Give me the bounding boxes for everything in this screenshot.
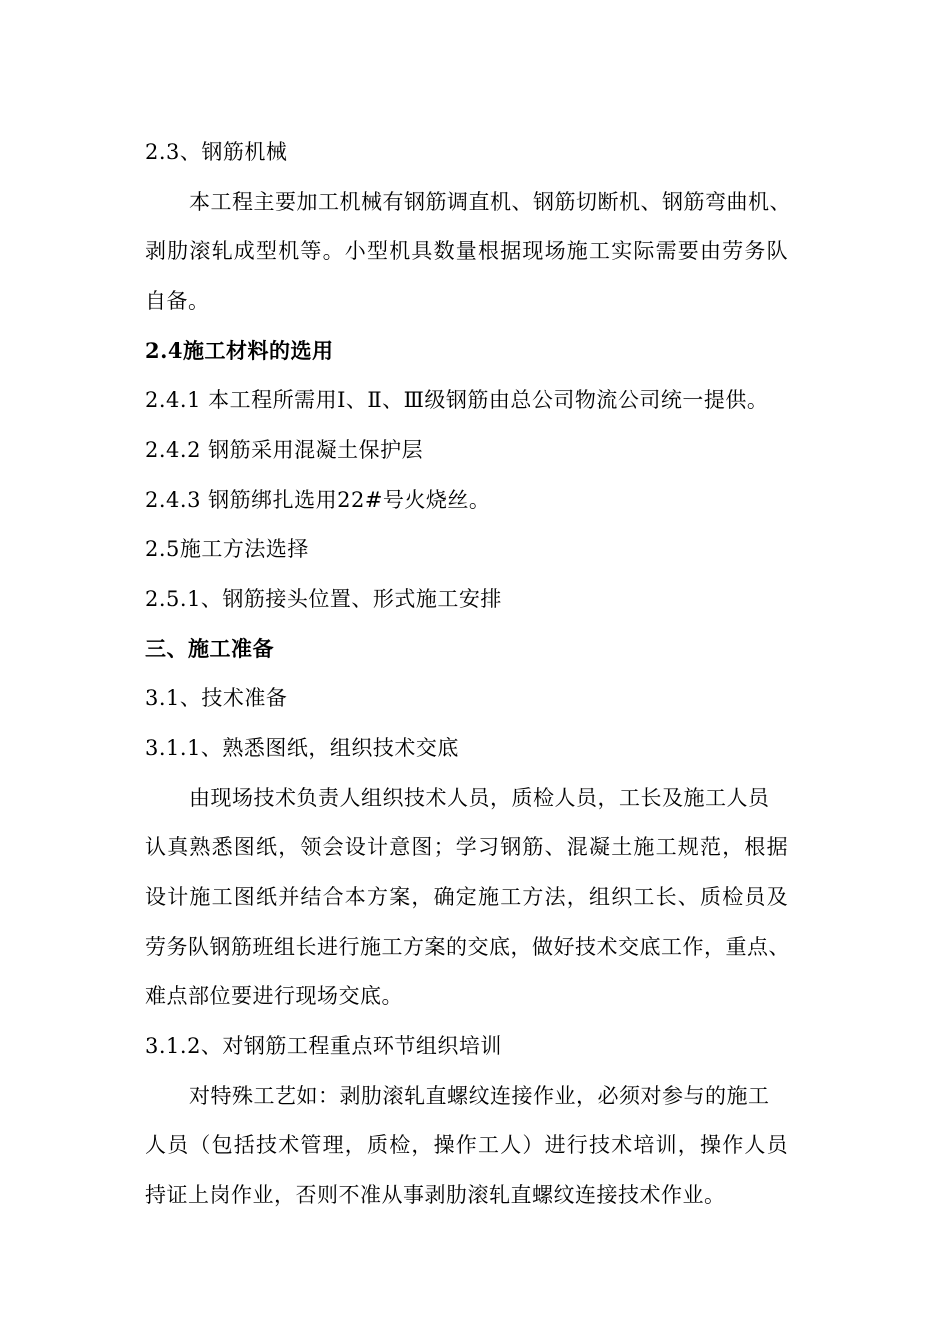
paragraph-line: 本工程主要加工机械有钢筋调直机、钢筋切断机、钢筋弯曲机、 (189, 190, 791, 214)
paragraph-line: 持证上岗作业，否则不准从事剥肋滚轧直螺纹连接技术作业。 (145, 1183, 726, 1207)
paragraph-line: 人员（包括技术管理，质检，操作工人）进行技术培训，操作人员 (145, 1133, 789, 1157)
paragraph-line: 自备。 (145, 289, 210, 313)
paragraph-line: 难点部位要进行现场交底。 (145, 984, 403, 1008)
item-2-4-1: 2.4.1 本工程所需用Ⅰ、Ⅱ、Ⅲ级钢筋由总公司物流公司统一提供。 (145, 388, 769, 412)
section-title-3: 三、施工准备 (145, 636, 274, 661)
heading-2-4: 2.4施工材料的选用 (145, 338, 334, 363)
paragraph-line: 对特殊工艺如：剥肋滚轧直螺纹连接作业，必须对参与的施工 (189, 1084, 770, 1108)
item-3-1-2: 3.1.2、对钢筋工程重点环节组织培训 (145, 1034, 502, 1058)
item-2-4-3: 2.4.3 钢筋绑扎选用22#号火烧丝。 (145, 488, 491, 512)
heading-3-1: 3.1、技术准备 (145, 686, 288, 710)
item-2-4-2: 2.4.2 钢筋采用混凝土保护层 (145, 438, 424, 462)
heading-2-3: 2.3、钢筋机械 (145, 140, 288, 164)
item-3-1-1: 3.1.1、熟悉图纸，组织技术交底 (145, 736, 459, 760)
item-2-5-1: 2.5.1、钢筋接头位置、形式施工安排 (145, 587, 502, 611)
paragraph-line: 剥肋滚轧成型机等。小型机具数量根据现场施工实际需要由劳务队 (145, 239, 789, 263)
paragraph-line: 由现场技术负责人组织技术人员，质检人员，工长及施工人员 (189, 786, 770, 810)
heading-2-5: 2.5施工方法选择 (145, 537, 309, 561)
paragraph-line: 设计施工图纸并结合本方案，确定施工方法，组织工长、质检员及 (145, 885, 789, 909)
paragraph-line: 认真熟悉图纸，领会设计意图；学习钢筋、混凝土施工规范，根据 (145, 835, 789, 859)
paragraph-line: 劳务队钢筋班组长进行施工方案的交底，做好技术交底工作，重点、 (145, 935, 790, 959)
